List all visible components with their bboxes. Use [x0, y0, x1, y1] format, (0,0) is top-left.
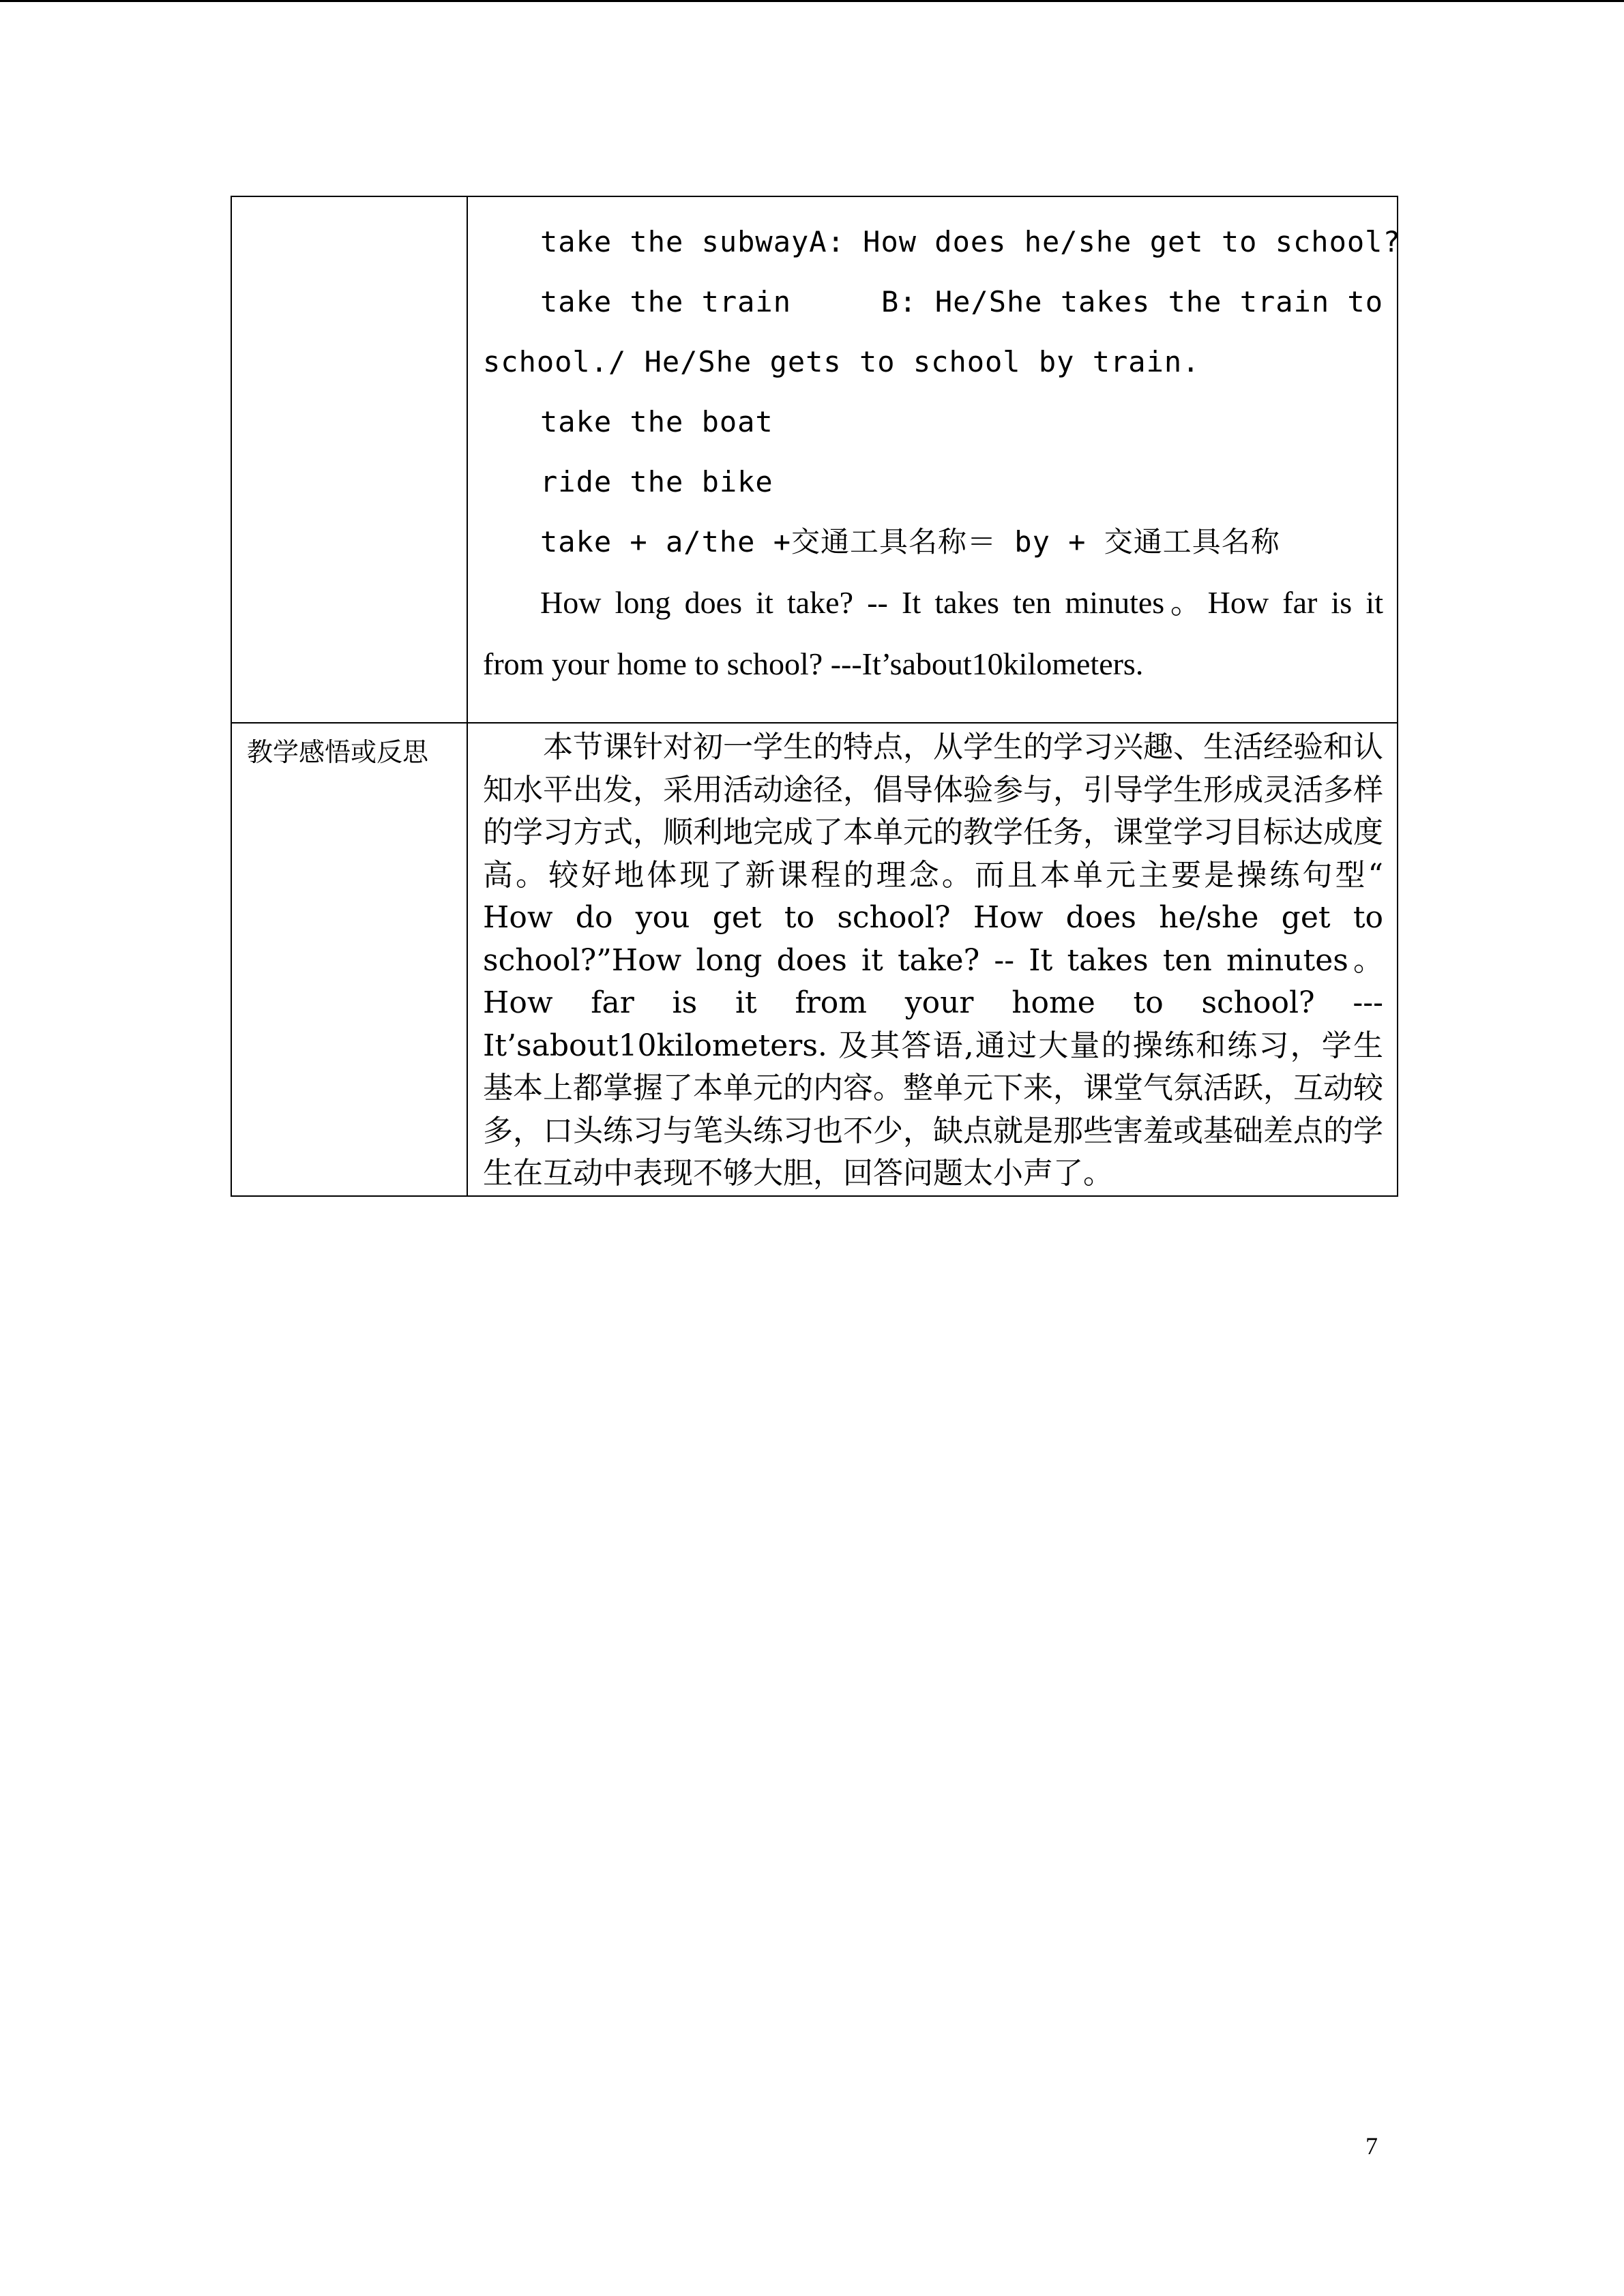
reflection-text: 本节课针对初一学生的特点，从学生的学习兴趣、生活经验和认知水平出发，采用活动途径，倡导体验参与，引导学生形成灵活多样的学习方式，顺利地完成了本单元的教学任务，课堂学习目标达成度高。较好地体现了新课程的理念。而且本单元主要是操练句型“ How do you get to school? How does he/she get to school?”How long does it take? -- It takes ten minutes。How far is it from your home to school? ---It’sabout10kilometers. 及其答语,通过大量的操练和练习，学生基本上都掌握了本单元的内容。整单元下来，课堂气氛活跃，互动较多，口头练习与笔头练习也不少，缺点就是那些害羞或基础差点的学生在互动中表现不够大胆，回答问题太小声了。	[483, 730, 1383, 1191]
table-row	[231, 723, 1398, 1196]
line-train	[483, 272, 1383, 332]
phrase-train: take the train	[540, 285, 792, 318]
lesson-plan-table	[231, 196, 1401, 1197]
answer-b-continued: school./ He/She gets to school by train.	[483, 345, 1200, 378]
how-far-question: from your home to school? ---It’sabout10kilometers.	[483, 646, 1144, 681]
row-label-cell	[231, 723, 467, 1196]
row-label-cell	[231, 196, 467, 723]
vocab-and-dialogue	[468, 197, 1401, 695]
line-subway	[483, 212, 1401, 272]
table-row	[231, 196, 1398, 723]
phrase-boat: take the boat	[540, 405, 773, 438]
row-content-cell	[467, 723, 1398, 1196]
question-a: A: How does he/she get to school?	[809, 225, 1401, 258]
reflection-label: 教学感悟或反思	[247, 737, 429, 767]
phrase-bike: ride the bike	[540, 465, 773, 498]
top-border-rule	[0, 0, 1624, 2]
transport-formula: take + a/the +交通工具名称＝ by + 交通工具名称	[540, 525, 1280, 558]
page-number: 7	[1365, 2132, 1378, 2160]
phrase-subway: take the subway	[540, 225, 810, 258]
how-long-question: How long does it take? -- It takes ten minutes。How far is it	[540, 585, 1383, 620]
row-label	[232, 197, 467, 207]
row-content-cell	[467, 196, 1401, 723]
answer-b: B: He/She takes the train to	[881, 285, 1383, 318]
